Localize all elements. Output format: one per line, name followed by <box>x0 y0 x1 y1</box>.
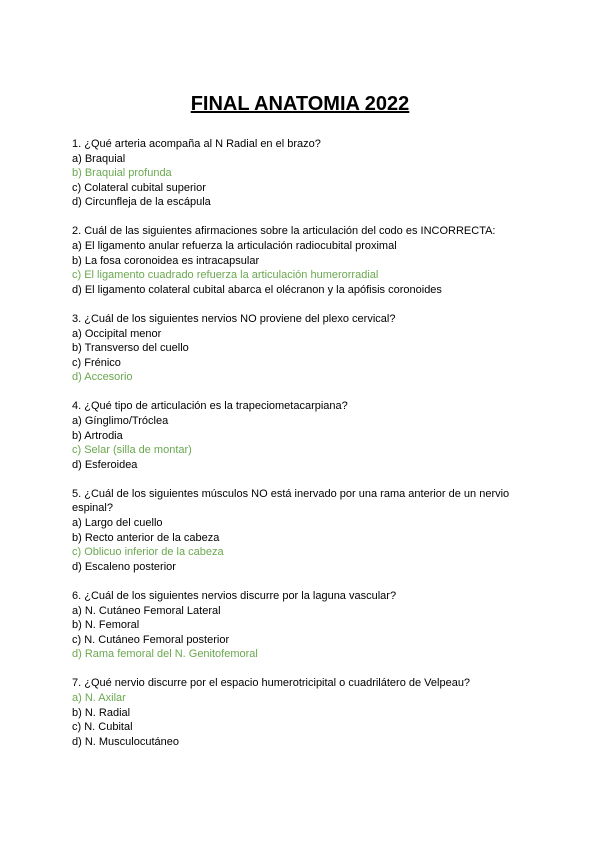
answer-option: c) N. Cubital <box>72 721 133 734</box>
answer-option: a) Occipital menor <box>72 327 162 340</box>
question-1 <box>72 137 532 210</box>
question-text: 6. ¿Cuál de los siguientes nervios discurre por la laguna vascular? <box>72 589 397 602</box>
answer-option: d) Esferoidea <box>72 458 138 471</box>
question-5 <box>72 487 532 575</box>
answer-option: d) El ligamento colateral cubital abarca el olécranon y la apófisis coronoides <box>72 283 442 296</box>
page-title: FINAL ANATOMIA 2022 <box>190 93 410 115</box>
answer-option: b) Recto anterior de la cabeza <box>72 531 220 544</box>
question-list <box>72 137 532 764</box>
answer-option: a) El ligamento anular refuerza la articulación radiocubital proximal <box>72 240 397 253</box>
question-text: 5. ¿Cuál de los siguientes músculos NO está inervado por una rama anterior de un nervio espinal? <box>72 487 510 515</box>
answer-option: b) N. Radial <box>72 706 131 719</box>
answer-option: c) El ligamento cuadrado refuerza la articulación humerorradial <box>72 269 379 282</box>
answer-option: b) La fosa coronoidea es intracapsular <box>72 254 260 267</box>
answer-option: a) N. Cutáneo Femoral Lateral <box>72 604 221 617</box>
answer-option: c) Frénico <box>72 356 121 369</box>
question-7 <box>72 676 532 749</box>
answer-option: c) N. Cutáneo Femoral posterior <box>72 633 230 646</box>
answer-option: d) Rama femoral del N. Genitofemoral <box>72 648 258 661</box>
question-text: 3. ¿Cuál de los siguientes nervios NO proviene del plexo cervical? <box>72 312 396 325</box>
answer-option: d) N. Musculocutáneo <box>72 735 179 748</box>
question-3 <box>72 312 532 385</box>
answer-option: c) Colateral cubital superior <box>72 181 206 194</box>
answer-option: a) Gínglimo/Tróclea <box>72 415 169 427</box>
question-text: 1. ¿Qué arteria acompaña al N Radial en el brazo? <box>72 138 321 150</box>
answer-option: c) Selar (silla de montar) <box>72 444 192 457</box>
answer-option: b) N. Femoral <box>72 619 140 632</box>
question-4 <box>72 399 532 472</box>
answer-option: b) Braquial profunda <box>72 167 172 180</box>
answer-option: b) Transverso del cuello <box>72 342 189 355</box>
question-text: 2. Cuál de las siguientes afirmaciones sobre la articulación del codo es INCORRECTA: <box>72 225 496 238</box>
answer-option: a) Largo del cuello <box>72 517 163 530</box>
answer-option: a) Braquial <box>72 152 126 165</box>
answer-option: d) Circunfleja de la escápula <box>72 196 211 209</box>
answer-option: d) Escaleno posterior <box>72 560 176 573</box>
answer-option: d) Accesorio <box>72 371 133 384</box>
question-text: 7. ¿Qué nervio discurre por el espacio humerotricipital o cuadrilátero de Velpeau? <box>72 677 471 690</box>
question-6 <box>72 589 532 662</box>
answer-option: b) Artrodia <box>72 429 123 442</box>
question-2 <box>72 224 532 297</box>
answer-option: a) N. Axilar <box>72 692 126 704</box>
answer-option: c) Oblicuo inferior de la cabeza <box>72 546 224 559</box>
question-text: 4. ¿Qué tipo de articulación es la trapeciometacarpiana? <box>72 400 348 413</box>
